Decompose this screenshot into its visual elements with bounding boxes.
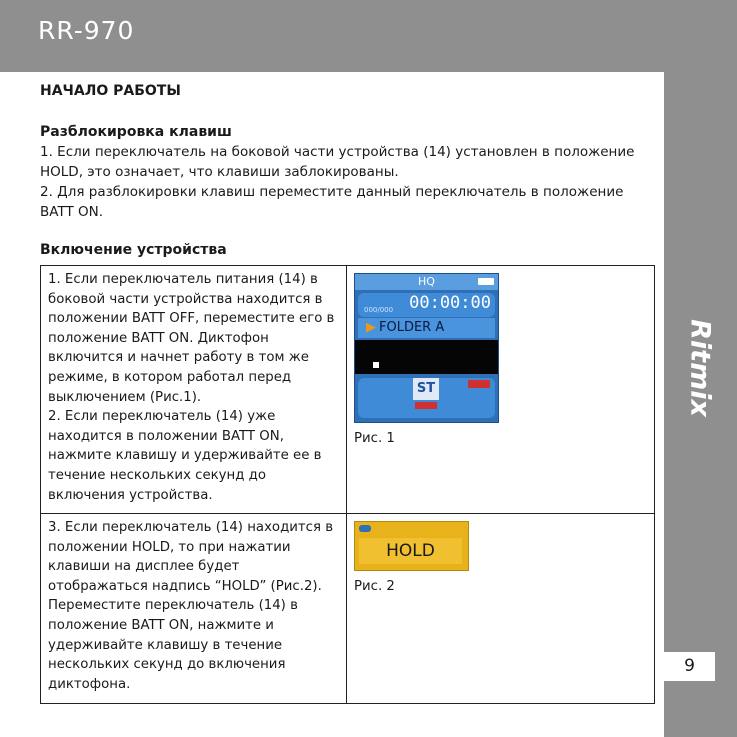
lcd-counter: 000/000 xyxy=(364,306,394,314)
row1-figure-cell xyxy=(347,266,655,514)
row1-text-cell xyxy=(41,266,347,514)
lcd-stereo-label: ST xyxy=(413,378,439,400)
figure-1-caption: Рис. 1 xyxy=(354,431,395,446)
lcd-mode-label: HQ xyxy=(355,274,498,290)
lcd-folder-row xyxy=(358,318,495,338)
row1-text-b: 2. Если переключатель (14) уже находится в положении BATT ON, нажмите клавишу и удерживайте ее в течение нескольких секунд до включения устройства. xyxy=(48,409,322,503)
lcd-time: 00:00:00 xyxy=(409,293,491,313)
record-indicator-icon xyxy=(373,362,379,368)
figure-2-caption: Рис. 2 xyxy=(354,579,395,594)
power-heading: Включение устройства xyxy=(40,242,227,258)
page-number: 9 xyxy=(664,652,715,681)
folder-icon: ▶ xyxy=(366,320,376,335)
header-bar xyxy=(0,0,737,72)
lcd-status-tag-2 xyxy=(415,402,437,409)
hold-screen-figure xyxy=(354,521,469,571)
unlock-paragraph-1: 1. Если переключатель на боковой части устройства (14) установлен в положение HOLD, это означает, что клавиши заблокированы. xyxy=(40,144,635,180)
battery-icon xyxy=(478,278,494,285)
lcd-screen-figure xyxy=(354,273,499,423)
lcd-folder-name: FOLDER A xyxy=(379,320,445,335)
row1-text-a: 1. Если переключатель питания (14) в боковой части устройства находится в положении BATT OFF, переместите его в положение BATT ON. Диктофон включится и начнет работу в том же режиме, в котором работал перед выключением (Рис.1). xyxy=(48,272,335,405)
model-name: RR-970 xyxy=(38,16,135,45)
hold-label: HOLD xyxy=(359,538,462,564)
row2-text-cell: 3. Если переключатель (14) находится в положении HOLD, то при нажатии клавиши на дисплее будет отображаться надпись “HOLD” (Рис.2). Переместите переключатель (14) в положение BATT ON, нажмите и удерживайте клавишу в течение нескольких секунд до включения диктофона. xyxy=(41,514,347,704)
row2-figure-cell xyxy=(347,514,655,704)
ritmix-logo: Ritmix xyxy=(684,319,716,417)
lcd-status-tag xyxy=(468,380,490,388)
section-title: НАЧАЛО РАБОТЫ xyxy=(40,83,181,99)
unlock-heading: Разблокировка клавиш xyxy=(40,124,232,140)
instruction-table xyxy=(40,265,655,704)
unlock-paragraph-2: 2. Для разблокировки клавиш переместите данный переключатель в положение BATT ON. xyxy=(40,184,624,220)
lcd-waveform-band xyxy=(355,340,498,374)
info-icon xyxy=(359,525,371,532)
lcd-time-row xyxy=(358,293,495,317)
table-row xyxy=(41,266,655,514)
table-row xyxy=(41,514,655,704)
